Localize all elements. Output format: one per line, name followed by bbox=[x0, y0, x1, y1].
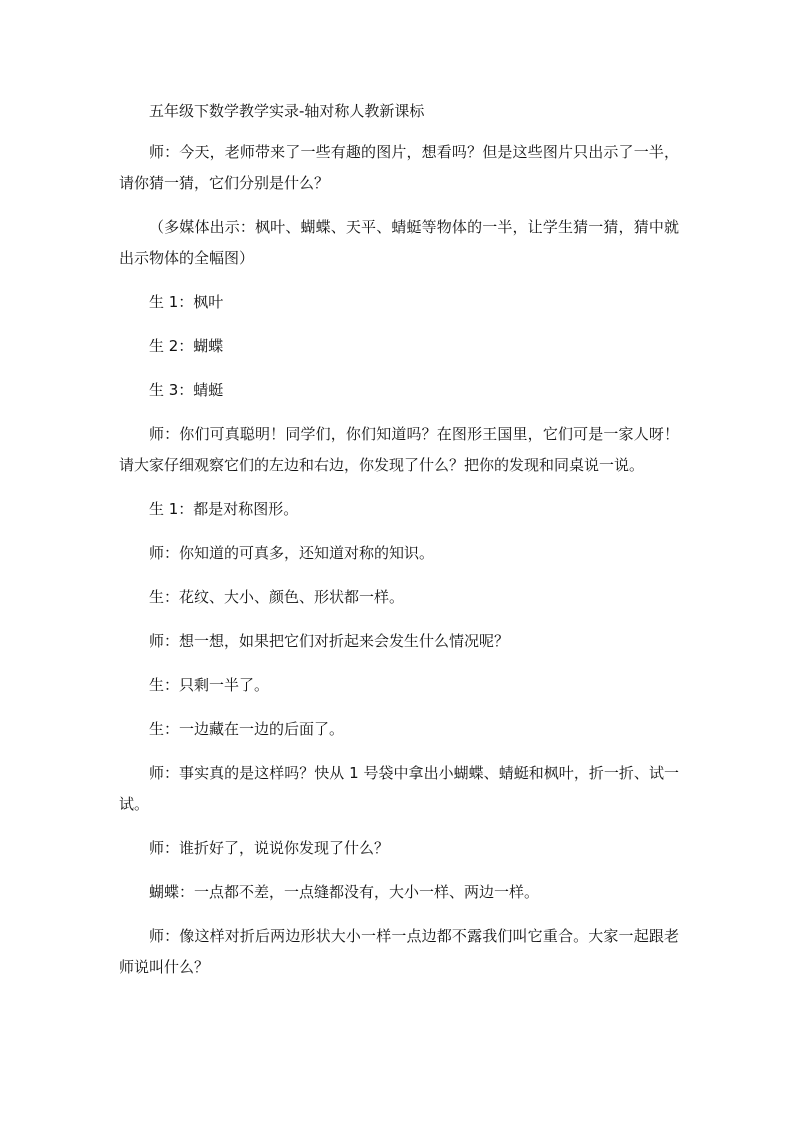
document-body bbox=[119, 98, 679, 996]
paragraph-student3-dragonfly: 生 3：蜻蜓 bbox=[149, 381, 224, 399]
paragraph-teacher-overlap: 师：像这样对折后两边形状大小一样一点边都不露我们叫它重合。大家一起跟老师说叫什么？ bbox=[119, 927, 679, 976]
paragraph-student1-maple: 生 1：枫叶 bbox=[149, 293, 224, 311]
paragraph-teacher-observe: 师：你们可真聪明！同学们，你们知道吗？在图形王国里，它们可是一家人呀！请大家仔细观察它们的左边和右边，你发现了什么？把你的发现和同桌说一说。 bbox=[119, 425, 679, 474]
paragraph-teacher-intro: 师：今天，老师带来了一些有趣的图片，想看吗？但是这些图片只出示了一半，请你猜一猜，它们分别是什么？ bbox=[119, 143, 679, 192]
paragraph-teacher-try-fold: 师：事实真的是这样吗？快从 1 号袋中拿出小蝴蝶、蜻蜓和枫叶，折一折、试一试。 bbox=[119, 764, 679, 813]
paragraph-teacher-who-folded: 师：谁折好了，说说你发现了什么？ bbox=[149, 839, 390, 857]
paragraph-student1-symmetric: 生 1：都是对称图形。 bbox=[149, 500, 299, 518]
paragraph-student2-butterfly: 生 2：蝴蝶 bbox=[149, 337, 224, 355]
paragraph-butterfly-answer: 蝴蝶：一点都不差，一点缝都没有，大小一样、两边一样。 bbox=[149, 883, 540, 901]
paragraph-teacher-fold-question: 师：想一想，如果把它们对折起来会发生什么情况呢？ bbox=[149, 632, 510, 650]
paragraph-multimedia-note: （多媒体出示：枫叶、蝴蝶、天平、蜻蜓等物体的一半，让学生猜一猜，猜中就出示物体的全幅图） bbox=[119, 218, 679, 267]
document-title: 五年级下数学教学实录-轴对称人教新课标 bbox=[149, 102, 425, 120]
paragraph-teacher-praise: 师：你知道的可真多，还知道对称的知识。 bbox=[149, 544, 435, 562]
paragraph-student-hidden: 生：一边藏在一边的后面了。 bbox=[149, 720, 345, 738]
paragraph-student-same: 生：花纹、大小、颜色、形状都一样。 bbox=[149, 588, 405, 606]
paragraph-student-half: 生：只剩一半了。 bbox=[149, 676, 270, 694]
